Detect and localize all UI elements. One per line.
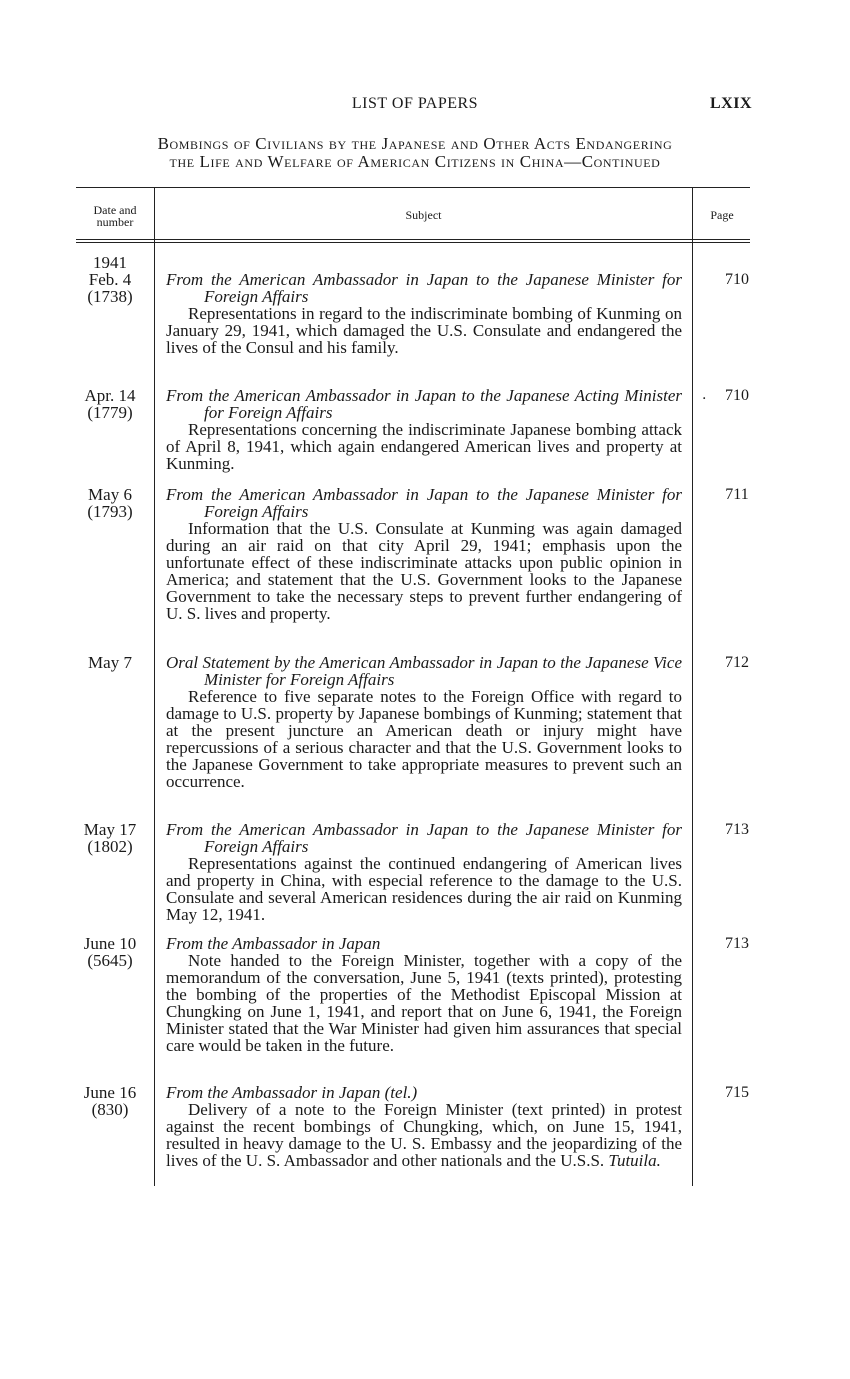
entry-day: May 6 — [88, 485, 132, 504]
entry-summary: Representations concerning the indiscriminate Japanese bombing attack of April 8, 1941, which again endangered American lives and property at Kunming. — [166, 420, 682, 473]
entry-page: 711 — [725, 486, 749, 503]
entry-from: From the American Ambassador in Japan to the Japanese Acting Minister for Foreign Affairs — [166, 386, 682, 422]
entry-subject — [166, 1084, 682, 1169]
table-top-rule — [76, 187, 750, 188]
entry-summary: Representations in regard to the indiscriminate bombing of Kunming on January 29, 1941, which damaged the U.S. Consulate and endangered the lives of the Consul and his family. — [166, 304, 682, 357]
entry-summary: Note handed to the Foreign Minister, together with a copy of the memorandum of the conversation, June 5, 1941 (texts printed), protesting the bombing of the properties of the Methodist Episcopal Mission at Chungking on June 1, 1941, and report that on June 6, 1941, the Foreign Minister stated that the War Minister had given him assurances that special care would be taken in the future. — [166, 951, 682, 1055]
section-heading-line-2: the Life and Welfare of American Citizens in China—Continued — [169, 152, 661, 171]
entry-from: From the Ambassador in Japan (tel.) — [166, 1083, 418, 1102]
entry-date — [74, 654, 146, 671]
entry-subject — [166, 387, 682, 472]
entry-subject — [166, 821, 682, 923]
entry-number: (5645) — [87, 951, 133, 970]
stray-mark: · — [702, 391, 707, 407]
entry-subject — [166, 271, 682, 356]
entry-day: Feb. 4 — [88, 270, 132, 289]
column-divider-left — [154, 188, 155, 1186]
entry-day: May 17 — [83, 820, 137, 839]
entry-date — [74, 486, 146, 520]
entry-summary: Reference to five separate notes to the Foreign Office with regard to damage to U.S. property by Japanese bombings of Kunming; statement that at the present juncture an American death or injury might have repercussions of a serious character and that the U.S. Government looks to the Japanese Government to take appropriate measures to prevent such an occurrence. — [166, 687, 682, 791]
entry-from: From the American Ambassador in Japan to the Japanese Minister for Foreign Affairs — [166, 270, 682, 306]
entry-page: 713 — [725, 935, 749, 952]
entry-subject — [166, 935, 682, 1054]
column-header-page: Page — [710, 208, 734, 222]
entry-date — [74, 935, 146, 969]
column-divider-right — [692, 188, 693, 1186]
running-head-title: LIST OF PAPERS — [351, 95, 479, 112]
entry-from: From the American Ambassador in Japan to the Japanese Minister for Foreign Affairs — [166, 485, 682, 521]
entry-day: June 16 — [83, 1083, 137, 1102]
entry-page: 710 — [725, 271, 749, 288]
entry-subject — [166, 486, 682, 622]
entry-from: Oral Statement by the American Ambassador in Japan to the Japanese Vice Minister for Foreign Affairs — [166, 653, 682, 689]
entry-page: 712 — [725, 654, 749, 671]
entry-from: From the American Ambassador in Japan to the Japanese Minister for Foreign Affairs — [166, 820, 682, 856]
entry-date — [74, 1084, 146, 1118]
entry-number: (1738) — [87, 287, 133, 306]
entry-summary: Representations against the continued endangering of American lives and property in China, with especial reference to the damage to the U.S. Consulate and several American residences during the air raid on Kunming May 12, 1941. — [166, 854, 682, 924]
header-bottom-rule — [76, 239, 750, 240]
entry-number: (830) — [91, 1100, 129, 1119]
entry-date — [74, 254, 146, 305]
section-heading — [72, 135, 758, 171]
entry-summary: Information that the U.S. Consulate at Kunming was again damaged during an air raid on that city April 29, 1941; emphasis upon the unfortunate effect of these indiscriminate attacks upon public opinion in America; and statement that the U.S. Government looks to the Japanese Government to take the necessary steps to prevent further endangering of U. S. lives and property. — [166, 519, 682, 623]
entry-summary — [166, 1101, 682, 1169]
entry-page: 713 — [725, 821, 749, 838]
entry-number: (1779) — [87, 403, 133, 422]
entry-subject — [166, 654, 682, 790]
entry-number: (1793) — [87, 502, 133, 521]
entry-date — [74, 387, 146, 421]
entry-day: June 10 — [83, 934, 137, 953]
column-header-date: Date and number — [93, 203, 137, 229]
section-heading-line-1: Bombings of Civilians by the Japanese and Other Acts Endangering — [157, 134, 673, 153]
entry-day: Apr. 14 — [84, 386, 136, 405]
entry-page: 710 — [725, 387, 749, 404]
page-folio: LXIX — [709, 95, 752, 112]
entry-year: 1941 — [93, 253, 127, 272]
entry-number: (1802) — [87, 837, 133, 856]
entry-summary-text: Delivery of a note to the Foreign Minister (text printed) in protest against the recent bombings of Chungking, which, on June 15, 1941, resulted in heavy damage to the U. S. Embassy and the jeopardizing of the lives of the U. S. Ambassador and other nationals and the U.S.S. — [166, 1100, 682, 1170]
header-bottom-rule-2 — [76, 242, 750, 243]
column-header-subject: Subject — [405, 208, 442, 222]
entry-page: 715 — [725, 1084, 749, 1101]
ship-name: Tutuila. — [608, 1151, 661, 1170]
entry-from: From the Ambassador in Japan — [166, 934, 381, 953]
entry-day: May 7 — [88, 653, 132, 672]
entry-date — [74, 821, 146, 855]
